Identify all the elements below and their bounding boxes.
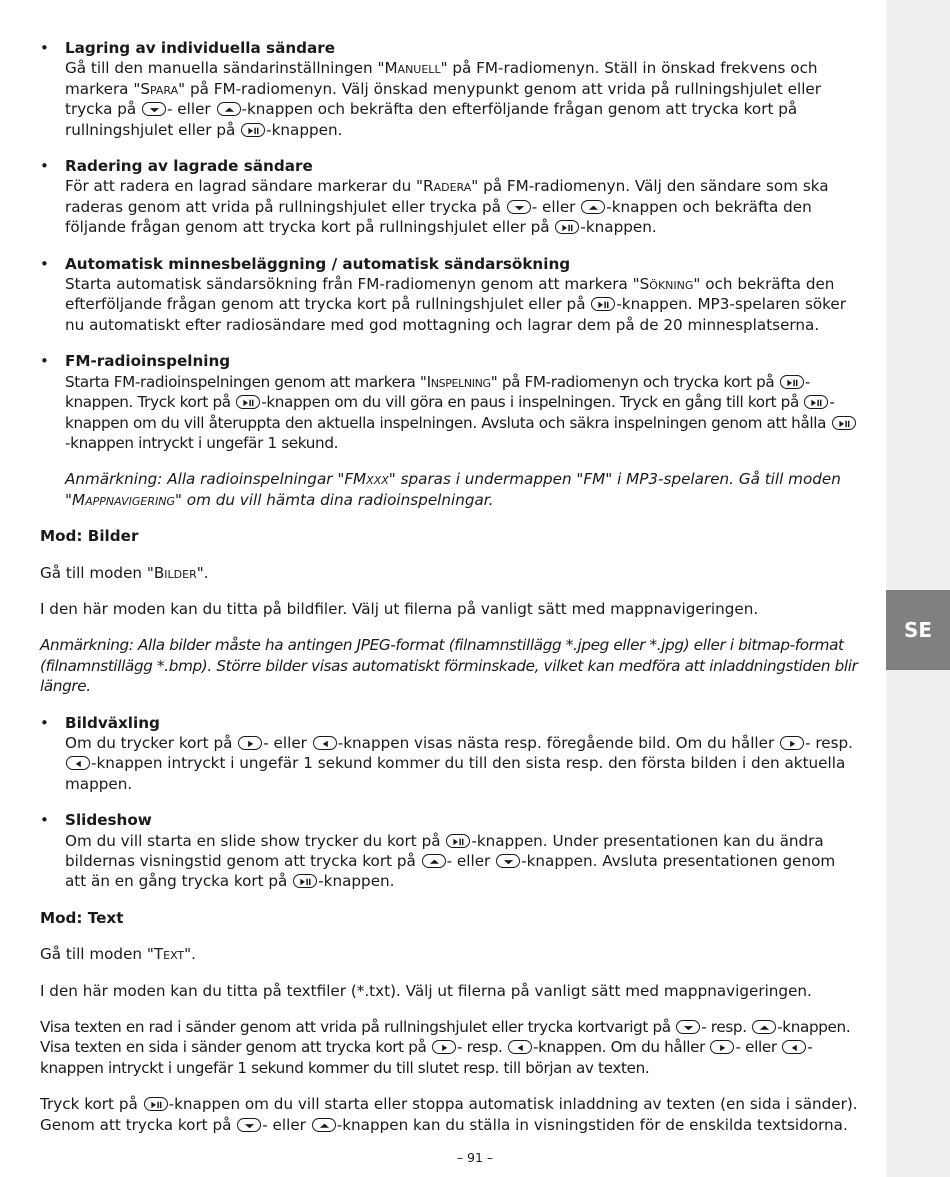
text: - resp. [456,1038,507,1057]
language-tab: SE [886,590,950,670]
paragraph [40,563,858,583]
heading-mode-text: Mod: Text [40,908,124,927]
text: - eller [735,1038,782,1057]
text: ". [196,563,209,582]
section-title: • Bildväxling [65,713,160,732]
note-image-formats: Anmärkning: Alla bilder måste ha antingen JPEG-format (filnamnstillägg *.jpeg eller *.jpg) eller i bitmap-format (filnamnstillägg *.bmp). Större bilder visas automatiskt förminskade, vilket kan medföra att inladdningstiden blir längre. [40,636,858,696]
play-pause-button-icon [241,123,265,137]
left-button-icon [66,756,90,770]
text: " på FM-radiomenyn. Välj den sändare som ska raderas genom att vrida på rullningshjulet eller trycka på [65,177,829,216]
text: Om du vill starta en slide show trycker du kort på [65,831,446,850]
text: -knappen om du vill återuppta den aktuella inspelningen. Avsluta och säkra inspelningen genom att hålla [65,393,835,432]
left-button-icon [782,1040,806,1054]
text: - eller [263,733,312,752]
down-button-icon [496,854,520,868]
right-button-icon [710,1040,734,1054]
text: -knappen. Under presentationen kan du ändra bildernas visningstid genom att trycka kort på [65,831,824,870]
text: -knappen. Avsluta presentationen genom att än en gång trycka kort på [65,852,836,891]
play-pause-button-icon [236,395,260,409]
page-content [40,38,858,1151]
text: För att radera en lagrad sändare markerar du " [65,177,424,196]
text: " på FM-radiomenyn och trycka kort på [490,372,779,391]
text: -knappen. Tryck kort på [65,372,811,412]
text: -knappen intryckt i ungefär 1 sekund kommer du till slutet resp. till början av texten. [40,1038,813,1077]
section-fm-recording [40,351,858,453]
text: -knappen. MP3-spelaren söker nu automatiskt efter radiosändare med god mottagning och lagrar dem på de 20 minnesplatserna. [65,295,847,334]
text: -knappen. [580,218,657,237]
menu-term: Radera [423,177,472,196]
play-pause-button-icon [832,416,856,430]
text: " på FM-radiomenyn. Välj önskad menypunkt genom att vrida på rullningshjulet eller trycka på [65,79,822,119]
text: Visa texten en rad i sänder genom att vrida på rullningshjulet eller trycka kortvarigt på [40,1018,676,1037]
left-button-icon [508,1040,532,1054]
down-button-icon [507,200,531,214]
text: - resp. [701,1018,752,1037]
menu-term: Mappnavigering [72,490,175,509]
up-button-icon [312,1118,336,1132]
section-auto-search [40,254,858,336]
text: -knappen visas nästa resp. föregående bild. Om du håller [337,733,780,752]
text: - eller [166,100,216,119]
menu-term: Inspelning [426,372,491,391]
text: " och bekräfta den efterföljande frågan genom att trycka kort på rullningshjulet eller på [65,275,835,314]
text: -knappen om du vill starta eller stoppa automatisk inladdning av texten (en sida i sänder). Genom att trycka kort på [40,1095,858,1134]
section-store-station [40,38,858,140]
section-title: • Radering av lagrade sändare [65,157,313,176]
play-pause-button-icon [780,375,804,389]
note-radio-recordings [40,469,858,510]
menu-term: Manuell [384,59,441,78]
menu-term: Bilder [153,563,197,582]
paragraph: I den här moden kan du titta på textfiler (*.txt). Välj ut filerna på vanligt sätt med mappnavigeringen. [40,981,812,1000]
paragraph: I den här moden kan du titta på bildfiler. Välj ut filerna på vanligt sätt med mappnavigeringen. [40,599,759,618]
text: - eller [446,852,496,870]
text: Gå till den manuella sändarinställningen " [65,59,385,78]
text: -knappen och bekräfta den efterföljande frågan genom att trycka kort på rullningshjulet eller på [65,100,798,139]
right-button-icon [432,1040,456,1054]
text: " sparas i undermappen "FM" i MP3-spelaren. Gå till moden " [65,470,841,509]
text: " på FM-radiomenyn. Ställ in önskad frekvens och markera " [65,59,818,98]
paragraph [40,944,858,964]
text: Tryck kort på [40,1095,143,1114]
section-delete-station [40,156,858,238]
down-button-icon [142,102,166,116]
menu-term: Text [153,945,185,964]
section-title: • Lagring av individuella sändare [65,39,336,57]
text: -knappen. Visa texten en sida i sänder genom att trycka kort på [40,1018,851,1057]
text: -knappen. [266,120,343,139]
text: Starta automatisk sändarsökning från FM-radiomenyn genom att markera " [65,275,640,294]
text: -knappen intryckt i ungefär 1 sekund kommer du till den sista resp. den första bilden i den aktuella mappen. [65,754,846,793]
text: -knappen intryckt i ungefär 1 sekund. [65,433,339,452]
right-button-icon [238,736,262,750]
text: " om du vill hämta dina radioinspelningar. [174,490,494,509]
down-button-icon [676,1020,700,1034]
section-image-switching [40,713,858,795]
text: - resp. [805,733,854,752]
up-button-icon [217,102,241,116]
text: - eller [262,1115,311,1134]
right-button-icon [780,736,804,750]
text: Om du trycker kort på [65,733,238,752]
left-button-icon [313,736,337,750]
section-title: • Slideshow [65,811,152,830]
text: -knappen om du vill göra en paus i inspelningen. Tryck en gång till kort på [261,393,804,412]
text: Starta FM-radioinspelningen genom att markera " [65,372,427,391]
play-pause-button-icon [804,395,828,409]
text: Gå till moden " [40,563,154,582]
menu-term: xxx [366,470,389,489]
section-slideshow [40,810,858,892]
section-title: • FM-radioinspelning [65,352,231,371]
play-pause-button-icon [293,874,317,888]
down-button-icon [237,1118,261,1132]
text: -knappen. Om du håller [532,1038,710,1057]
up-button-icon [581,200,605,214]
paragraph [40,1094,858,1135]
side-margin [886,0,950,1177]
text: Anmärkning: Alla radioinspelningar "FM [65,470,367,489]
heading-mode-images: Mod: Bilder [40,527,139,546]
play-pause-button-icon [591,297,615,311]
menu-term: Sökning [639,275,694,294]
up-button-icon [752,1020,776,1034]
paragraph [40,1017,858,1078]
text: -knappen kan du ställa in visningstiden för de enskilda textsidorna. [336,1115,848,1134]
up-button-icon [422,854,446,868]
play-pause-button-icon [144,1097,168,1111]
play-pause-button-icon [446,834,470,848]
text: ". [184,945,196,964]
text: Gå till moden " [40,945,154,964]
play-pause-button-icon [555,220,579,234]
text: - eller [531,197,581,216]
text: -knappen. [318,872,395,891]
text: -knappen och bekräfta den följande frågan genom att trycka kort på rullningshjulet eller på [65,197,812,237]
section-title: • Automatisk minnesbeläggning / automatisk sändarsökning [65,254,571,273]
menu-term: Spara [140,79,179,98]
page-number: – 91 – [456,1150,494,1165]
